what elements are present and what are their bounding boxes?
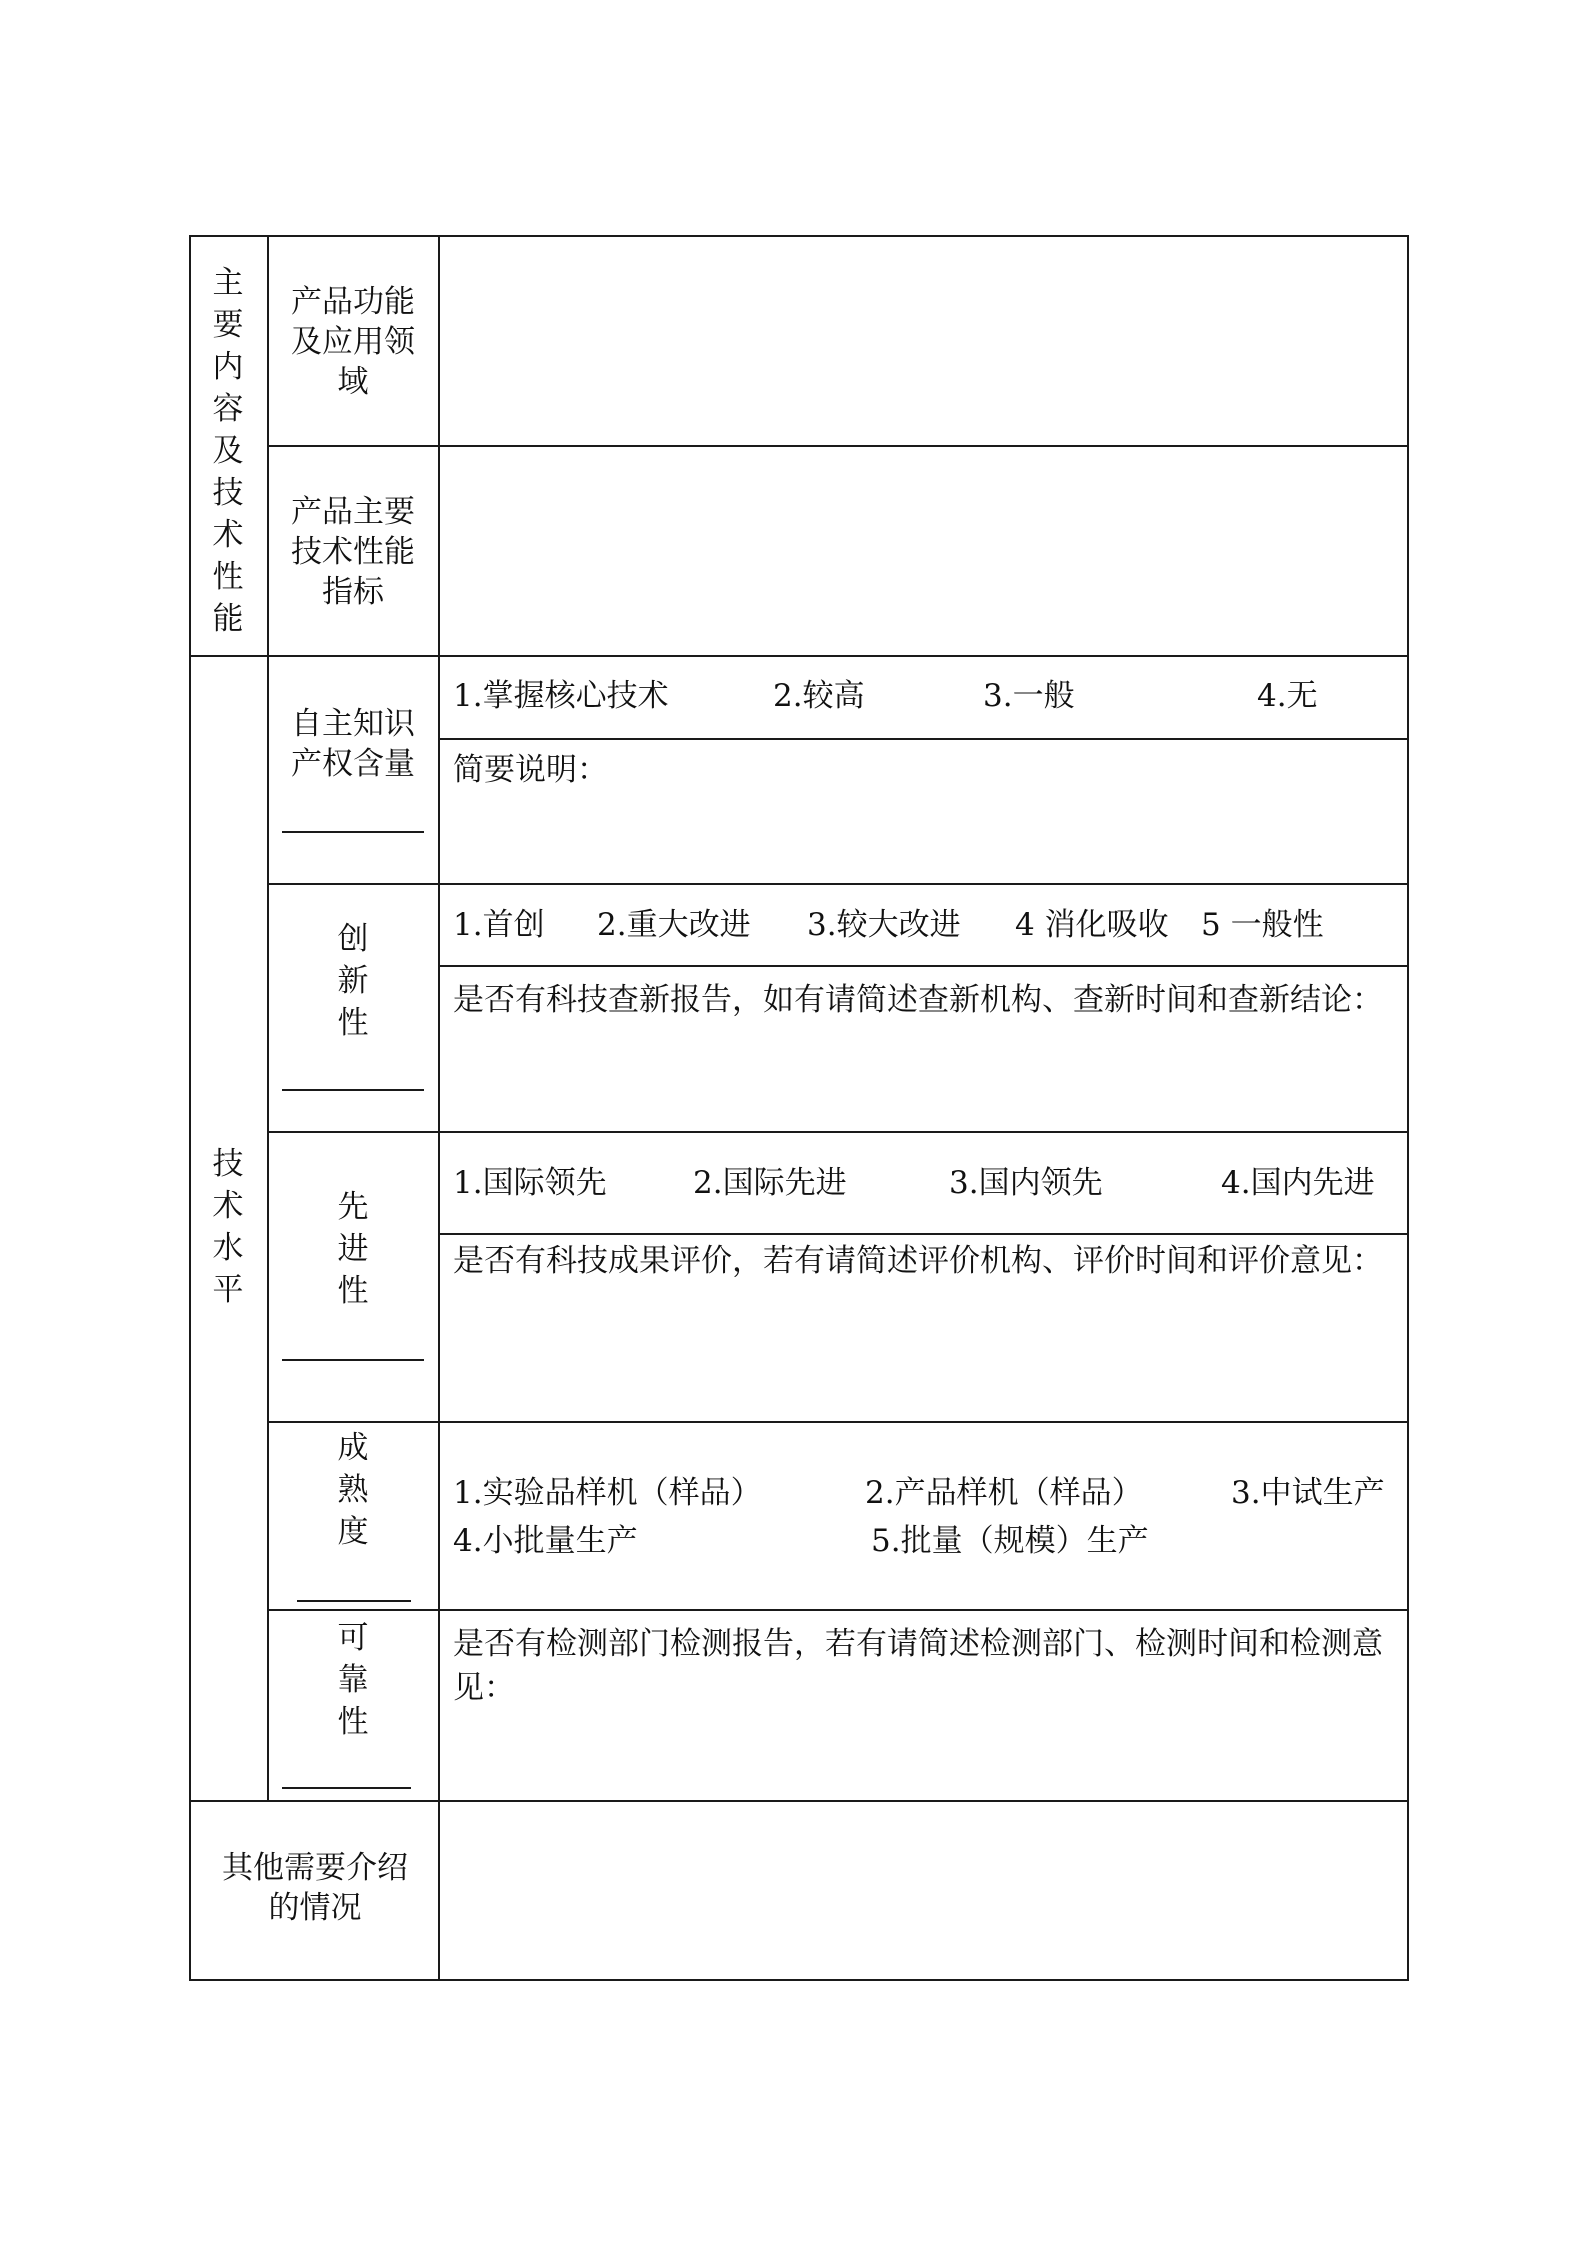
ip-label: 自主知识 产权含量 [291, 706, 415, 782]
maturity-option-5[interactable]: 5.批量（规模）生产 [871, 1523, 1149, 1559]
ip-label-underline [282, 831, 424, 833]
maturity-option-3[interactable]: 3.中试生产 [1231, 1475, 1385, 1511]
maturity-label: 成 熟 度 [337, 1430, 369, 1550]
maturity-option-4[interactable]: 4.小批量生产 [453, 1523, 638, 1559]
maturity-option-2[interactable]: 2.产品样机（样品） [865, 1475, 1143, 1511]
reliability-label: 可 靠 性 [337, 1620, 369, 1740]
innovation-option-4[interactable]: 4 消化吸收 [1015, 907, 1169, 943]
product-function-label: 产品功能 及应用领 域 [291, 284, 415, 400]
ip-option-1[interactable]: 1.掌握核心技术 [453, 678, 669, 714]
ip-note: 简要说明： [453, 752, 608, 788]
ip-option-2[interactable]: 2.较高 [773, 678, 865, 714]
divider-maturity-top [267, 1421, 1409, 1423]
ip-option-3[interactable]: 3.一般 [983, 678, 1075, 714]
innovation-label: 创 新 性 [337, 921, 369, 1041]
other-info-label: 其他需要介绍 的情况 [222, 1850, 408, 1926]
section-main-label: 主 要 内 容 及 技 术 性 能 [212, 265, 244, 637]
reliability-note-line2: 见： [453, 1670, 515, 1706]
innovation-option-2[interactable]: 2.重大改进 [597, 907, 751, 943]
table-border-left [189, 235, 191, 1981]
other-info-field[interactable] [440, 1802, 1407, 1979]
divider-innovation-top [267, 883, 1409, 885]
innovation-label-underline [282, 1089, 424, 1091]
reliability-note-line1: 是否有检测部门检测报告，若有请简述检测部门、检测时间和检测意 [453, 1626, 1383, 1662]
advanced-note: 是否有科技成果评价，若有请简述评价机构、评价时间和评价意见： [453, 1243, 1383, 1279]
divider-section-tech [189, 655, 1409, 657]
product-specs-field[interactable] [440, 447, 1407, 655]
table-border-bottom [189, 1979, 1409, 1981]
table-border-right [1407, 235, 1409, 1981]
innovation-option-1[interactable]: 1.首创 [453, 907, 545, 943]
advanced-option-4[interactable]: 4.国内先进 [1221, 1165, 1375, 1201]
advanced-option-1[interactable]: 1.国际领先 [453, 1165, 607, 1201]
divider-advanced-mid [438, 1233, 1409, 1235]
product-specs-label: 产品主要 技术性能 指标 [291, 494, 415, 610]
advanced-label: 先 进 性 [337, 1189, 369, 1309]
product-function-field[interactable] [440, 237, 1407, 445]
advanced-option-2[interactable]: 2.国际先进 [693, 1165, 847, 1201]
advanced-option-3[interactable]: 3.国内领先 [949, 1165, 1103, 1201]
divider-innovation-mid [438, 965, 1409, 967]
divider-advanced-top [267, 1131, 1409, 1133]
ip-option-4[interactable]: 4.无 [1257, 678, 1318, 714]
maturity-option-1[interactable]: 1.实验品样机（样品） [453, 1475, 762, 1511]
advanced-label-underline [282, 1359, 424, 1361]
maturity-label-underline [297, 1600, 411, 1602]
innovation-option-3[interactable]: 3.较大改进 [807, 907, 961, 943]
innovation-note: 是否有科技查新报告，如有请简述查新机构、查新时间和查新结论： [453, 982, 1383, 1018]
divider-ip [438, 738, 1409, 740]
divider-reliability-top [267, 1609, 1409, 1611]
innovation-option-5[interactable]: 5 一般性 [1201, 907, 1324, 943]
divider-col-1 [267, 235, 269, 1802]
section-tech-label: 技 术 水 平 [212, 1146, 244, 1308]
reliability-label-underline [282, 1787, 411, 1789]
